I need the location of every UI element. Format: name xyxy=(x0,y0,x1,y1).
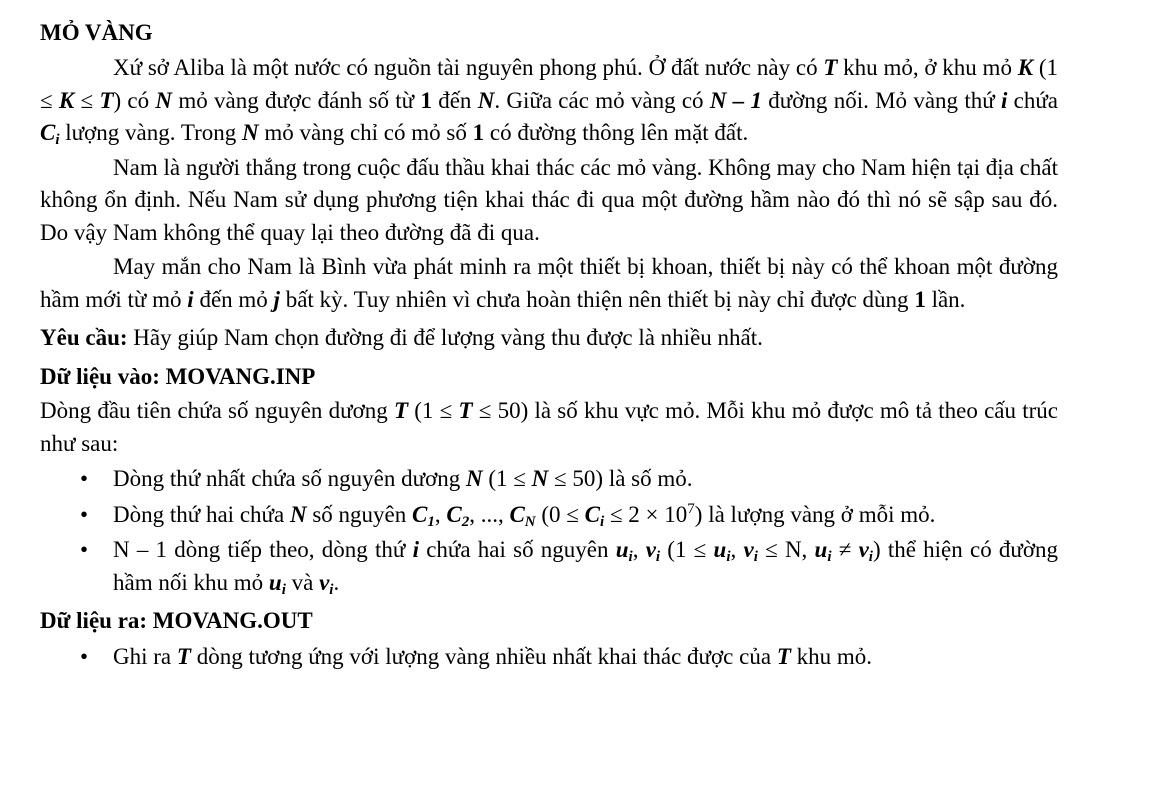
text: , xyxy=(434,501,447,527)
var-T: T xyxy=(776,643,791,669)
text: đến mỏ xyxy=(193,286,274,312)
intro-paragraph-1 xyxy=(40,52,1058,150)
text: . Giữa các mỏ vàng có xyxy=(494,87,710,113)
text: Dòng thứ hai chứa xyxy=(113,501,290,527)
var-i: i xyxy=(187,286,194,312)
text: khu mỏ. xyxy=(790,643,873,669)
subscript: 2 xyxy=(461,513,470,530)
var-N: N xyxy=(477,87,495,113)
list-item xyxy=(113,499,1058,532)
var-i: i xyxy=(1000,87,1008,113)
text: Dòng thứ nhất chứa số nguyên dương xyxy=(113,466,466,491)
subscript: i xyxy=(726,549,731,565)
text: và xyxy=(285,569,320,595)
var-u: u xyxy=(713,537,727,562)
num-one: 1 xyxy=(472,120,485,145)
var-i: i xyxy=(412,537,419,562)
text: ≤ 2 × 10 xyxy=(604,501,688,527)
requirement-label: Yêu cầu: xyxy=(40,325,128,350)
intro-paragraph-2: Nam là người thắng trong cuộc đấu thầu khai thác các mỏ vàng. Không may cho Nam hiện tại địa chất không ổn định. Nếu Nam sử dụng phương tiện khai thác đi qua một đường hầm nào đó thì nó sẽ sập sau đó. Do vậy Nam không thể quay lại theo đường đã đi qua. xyxy=(40,154,1058,245)
var-N: N xyxy=(466,466,483,491)
text: ≤ N, xyxy=(757,537,815,562)
var-N: N xyxy=(289,501,307,527)
var-vi xyxy=(645,537,661,565)
var-C2 xyxy=(446,501,470,530)
text: ≤ xyxy=(74,87,100,113)
text: . xyxy=(333,569,340,595)
var-v: v xyxy=(645,537,656,562)
text: khu mỏ, ở khu mỏ xyxy=(837,55,1018,80)
var-vi xyxy=(319,569,334,598)
requirement-paragraph xyxy=(40,322,1058,355)
text: , xyxy=(730,537,744,562)
var-CN xyxy=(509,501,536,530)
text: (1 ≤ xyxy=(660,537,714,562)
text: mỏ vàng chỉ có mỏ số xyxy=(258,120,473,145)
subscript: i xyxy=(281,581,286,598)
text: ≤ 50) là số khu vực mỏ. Mỗi khu mỏ được mô tả theo cấu trúc như sau: xyxy=(40,398,1058,456)
exponent: 7 xyxy=(687,500,695,517)
subscript: i xyxy=(827,549,832,565)
var-T: T xyxy=(823,55,838,80)
var-N: N xyxy=(241,120,259,145)
subscript: i xyxy=(868,549,873,565)
subscript: i xyxy=(655,549,661,565)
subscript: i xyxy=(753,549,758,565)
list-item xyxy=(113,463,1058,496)
subscript: 1 xyxy=(427,513,435,530)
text: ≤ 50) là số mỏ. xyxy=(548,466,693,491)
var-N-minus-1: N – 1 xyxy=(113,537,168,562)
subscript: i xyxy=(628,549,633,565)
var-v: v xyxy=(743,537,754,562)
text: mỏ vàng được đánh số từ xyxy=(172,87,421,113)
var-vi xyxy=(858,537,873,565)
input-paragraph xyxy=(40,395,1058,460)
text: Dòng đầu tiên chứa số nguyên dương xyxy=(40,398,394,423)
var-u: u xyxy=(814,537,828,562)
var-C: C xyxy=(509,501,525,527)
intro-paragraph-3 xyxy=(40,251,1058,316)
list-item xyxy=(113,534,1058,599)
list-item xyxy=(113,641,1058,674)
text: bất kỳ. Tuy nhiên vì chưa hoàn thiện nên thiết bị này chỉ được dùng xyxy=(279,286,915,312)
var-vi xyxy=(743,537,758,565)
subscript: i xyxy=(600,513,605,530)
text: dòng tiếp theo, dòng thứ xyxy=(167,537,413,562)
text: đến xyxy=(431,87,478,113)
var-u: u xyxy=(268,569,282,595)
text: ) thể hiện có đường hầm nối khu mỏ xyxy=(113,537,1059,595)
text: , ..., xyxy=(469,501,510,527)
output-heading: Dữ liệu ra: MOVANG.OUT xyxy=(40,608,313,633)
text: (1 ≤ xyxy=(40,55,1058,113)
input-heading: Dữ liệu vào: MOVANG.INP xyxy=(40,363,316,389)
var-Ci xyxy=(584,501,605,530)
var-K: K xyxy=(58,87,75,113)
var-T: T xyxy=(99,87,114,113)
text: đường nối. Mỏ vàng thứ xyxy=(762,87,1001,113)
var-T: T xyxy=(394,398,409,423)
var-u: u xyxy=(615,537,629,562)
var-ui xyxy=(713,537,731,565)
subscript: i xyxy=(329,581,334,598)
text: lượng vàng. Trong xyxy=(59,120,242,145)
text: May mắn cho Nam là Bình vừa phát minh ra một thiết bị khoan, thiết bị này có thể khoan một đường hầm mới từ mỏ xyxy=(40,254,1058,312)
var-C1 xyxy=(412,501,435,530)
var-N: N xyxy=(155,87,173,113)
text: chứa hai số nguyên xyxy=(418,537,616,562)
var-T: T xyxy=(458,398,473,423)
num-one: 1 xyxy=(420,87,432,113)
text: có đường thông lên mặt đất. xyxy=(484,120,749,145)
text: chứa xyxy=(1007,87,1059,113)
text: Xứ sở Aliba là một nước có nguồn tài nguyên phong phú. Ở đất nước này có xyxy=(113,55,824,80)
var-j: j xyxy=(273,286,280,312)
num-one: 1 xyxy=(914,286,926,312)
subscript: i xyxy=(55,132,60,148)
var-K: K xyxy=(1017,55,1034,80)
text: lần. xyxy=(925,286,966,312)
var-v: v xyxy=(858,537,869,562)
var-ui xyxy=(814,537,832,565)
text: ) là lượng vàng ở mỗi mỏ. xyxy=(694,501,936,527)
var-N: N xyxy=(531,466,549,491)
text: (1 ≤ xyxy=(408,398,459,423)
var-ui xyxy=(615,537,633,565)
var-C: C xyxy=(412,501,428,527)
var-N-minus-1: N – 1 xyxy=(709,87,763,113)
var-ui xyxy=(268,569,286,598)
var-v: v xyxy=(319,569,330,595)
problem-title: MỎ VÀNG xyxy=(40,20,153,45)
var-T: T xyxy=(176,643,191,669)
output-bullet-list xyxy=(40,641,1058,674)
text: ) có xyxy=(113,87,156,113)
var-C: C xyxy=(446,501,462,527)
text: dòng tương ứng với lượng vàng nhiều nhất khai thác được của xyxy=(190,643,777,669)
text: ≠ xyxy=(831,537,859,562)
var-C: C xyxy=(584,501,601,527)
subscript: N xyxy=(524,513,536,530)
text: (0 ≤ xyxy=(535,501,585,527)
text: (1 ≤ xyxy=(482,466,532,491)
text: số nguyên xyxy=(306,501,412,527)
var-Ci xyxy=(40,120,60,148)
requirement-text: Hãy giúp Nam chọn đường đi để lượng vàng thu được là nhiều nhất. xyxy=(127,325,763,350)
text: , xyxy=(632,537,646,562)
input-bullet-list xyxy=(40,463,1058,599)
var-C: C xyxy=(40,120,56,145)
text: Ghi ra xyxy=(113,643,177,669)
